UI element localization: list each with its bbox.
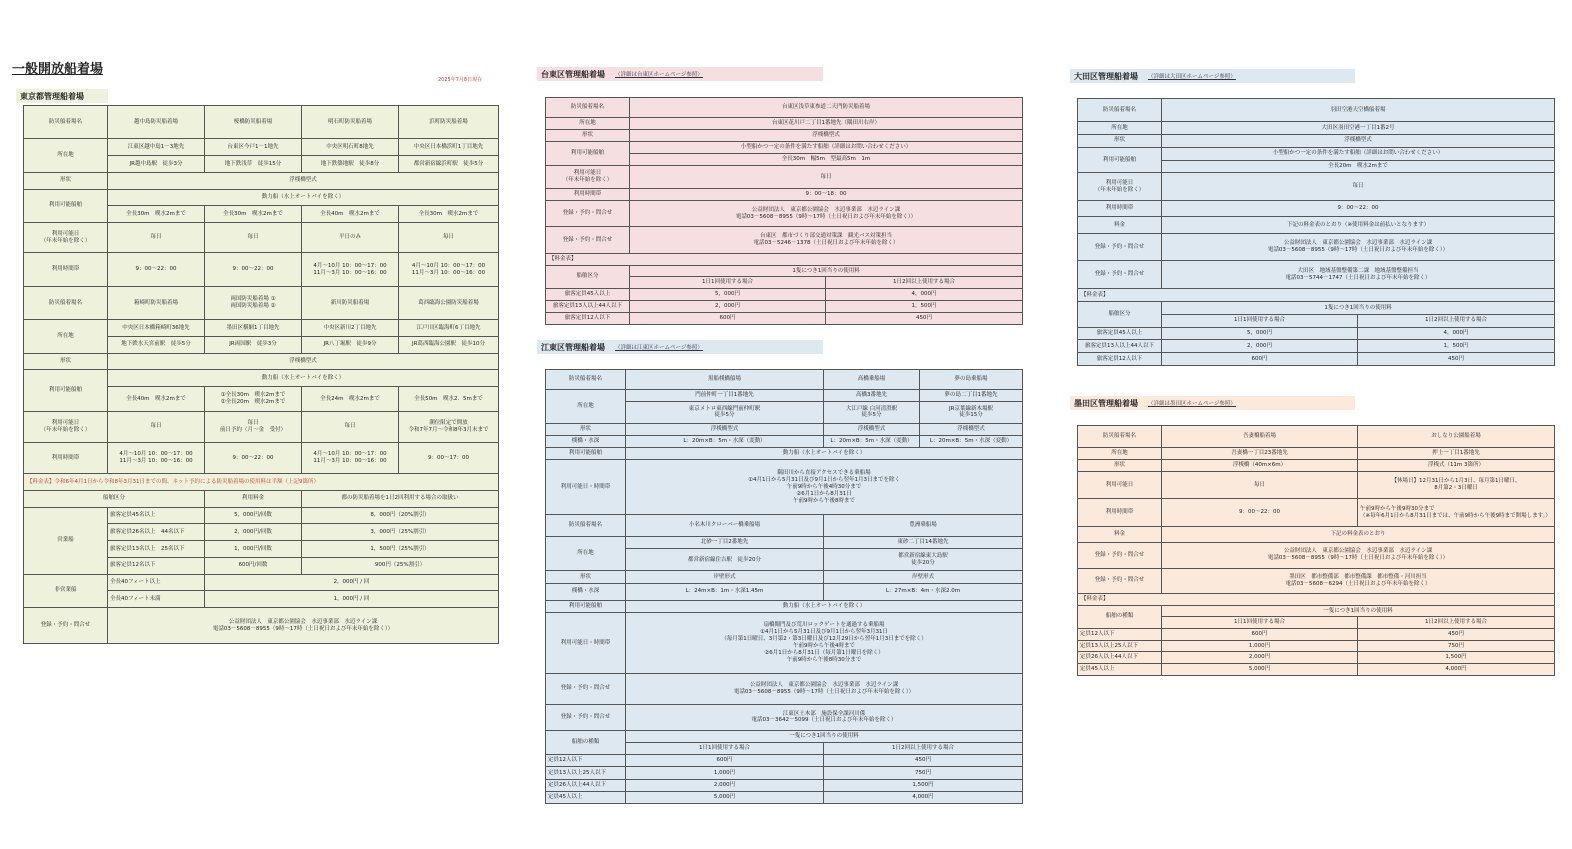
sumida-contact-org: 公益財団法人 東京都公園協会 水辺事業部 水辺ライン課 xyxy=(1283,548,1433,555)
tokyo-g2-access: JR葛西臨海公園駅 徒歩10分 xyxy=(399,336,499,353)
tokyo-fee-nonbusiness: 非営業船 xyxy=(24,574,108,607)
tokyo-g2-name: 両国防災船着場 ① 両国防災船着場 ② xyxy=(205,286,302,319)
tokyo-g2-days: 毎日 xyxy=(108,411,205,442)
koto-top-shape: 浮桟橋型式 xyxy=(626,423,824,435)
koto-fee-head: 一隻につき1回当りの使用料 xyxy=(626,731,1023,743)
ota-fee-cat: 旅客定員45人以上 xyxy=(1078,327,1162,340)
koto-fee-b: 4,000円 xyxy=(824,791,1023,803)
ota-fee-cat-label: 船舶区分 xyxy=(1078,302,1162,328)
koto-contact-label: 登録・予約・問合せ xyxy=(546,704,626,730)
koto-contact-org: 公益財団法人 東京都公園協会 水辺事業部 水辺ライン課 xyxy=(749,681,899,688)
taito-fee-head-b: 1日2回以上使用する場合 xyxy=(826,277,1023,289)
tokyo-fee-cat: 旅客定員45名以上 xyxy=(108,507,205,524)
tokyo-fee-cat: 旅客定員26名以上 44名以下 xyxy=(108,524,205,541)
taito-contact-phone: 電話03－5246－1378（土日祝日および年末年始を除く） xyxy=(753,240,899,247)
tokyo-g2-hours: 4月～10月 10：00～17：00 11月～3月 10：00～16：00 xyxy=(108,442,205,473)
tokyo-fee-disc: 900円（25%割引） xyxy=(302,557,499,574)
sumida-contact-org: 墨田区 都市整備部 都市整備課 都市整備・河川担当 xyxy=(1289,573,1427,580)
tokyo-g1-access: 都営新宿線浜町駅 徒歩5分 xyxy=(399,156,499,173)
tokyo-fee-cat: 旅客定員13名以上 25名以下 xyxy=(108,541,205,558)
taito-section-header xyxy=(537,67,823,81)
sumida-fee-a: 5,000円 xyxy=(1162,664,1358,676)
taito-vessel-size: 全長30m 幅5m 型最高5m 1m xyxy=(630,153,1023,165)
sumida-fee-b: 450円 xyxy=(1358,629,1555,641)
taito-hours-label: 利用時間帯 xyxy=(546,189,630,201)
koto-bottom-shape: 岸壁形式 xyxy=(824,571,1023,583)
ota-contact-org: 大田区 地域基盤整備第二課 地域基盤整備担当 xyxy=(1297,268,1419,275)
koto-dims-label: 桟橋・水深 xyxy=(546,583,626,601)
tokyo-g1-access: 地下鉄築地駅 徒歩8分 xyxy=(302,156,399,173)
sumida-fee-cat: 定員45人以上 xyxy=(1078,664,1162,676)
tokyo-fee-value: 2，000円/回数 xyxy=(205,524,302,541)
taito-shape: 浮桟橋型式 xyxy=(630,130,1023,142)
sumida-contact-phone: 電話03－5608－6294（土日祝日および年末年始を除く） xyxy=(1285,580,1431,587)
koto-section-title: 江東区管理船着場 xyxy=(541,342,605,352)
ota-fee-cat: 旅客定員12人以下 xyxy=(1078,353,1162,366)
tokyo-g1-hours: 4月～10月 10：00～17：00 11月～3月 10：00～16：00 xyxy=(399,253,499,286)
koto-fee-head-b: 1日2回以上使用する場合 xyxy=(824,743,1023,755)
koto-contact-phone: 電話03－3642－5099（土日祝日および年末年始を除く） xyxy=(751,717,897,724)
tokyo-g1-hours: 9：00～22：00 xyxy=(108,253,205,286)
tokyo-fee-disc: 1，500円（25%割引） xyxy=(302,541,499,558)
koto-top-time: 隅田川から直接アクセスできる乗船場 ①4月1日から5月31日及び9月1日から翌年1月3日までを除く 午前9時から午後4時30分まで ②6月1日から8月31日 午前9時から午後8時まで xyxy=(626,460,1023,515)
tokyo-g2-addr: 江戸川区臨海町6丁目地先 xyxy=(399,320,499,337)
tokyo-table xyxy=(23,105,498,644)
koto-bottom-time: 扇橋閘門及び荒川ロックゲートを通過する乗船場 ①4月1日から5月31日及び9月1日から翌年3月31日 （毎月第1日曜日、3月第2・第3日曜日及び12月29日から翌年1月3日までを除く） 午前9時から午後4時まで ②6月1日から8月31日（毎月第1日曜日を除く） 午前9時から午後8時30分まで xyxy=(626,613,1023,674)
taito-hours: 9：00～18：00 xyxy=(630,189,1023,201)
taito-contact xyxy=(630,201,1023,227)
ota-hours: 9：00～22：00 xyxy=(1162,201,1555,217)
taito-fee-b: 450円 xyxy=(826,313,1023,325)
sumida-fee-a: 600円 xyxy=(1162,629,1358,641)
tokyo-fee-cat: 全長40フィート以上 xyxy=(108,574,205,591)
koto-bottom-shape: 岸壁形式 xyxy=(626,571,824,583)
sumida-days-label: 利用可能日 xyxy=(1078,471,1162,499)
taito-table xyxy=(545,97,1022,325)
taito-contact-org: 台東区 都市づくり部交通対策課 観光バス対策担当 xyxy=(760,233,893,240)
koto-bottom-access: 都営新宿線住吉駅 徒歩20分 xyxy=(626,549,824,571)
tokyo-g1-size: 全長40m 喫水2mまで xyxy=(302,206,399,223)
tokyo-g2-size: 全長40m 喫水2mまで xyxy=(108,387,205,412)
sumida-shape-label: 形状 xyxy=(1078,460,1162,472)
koto-addr-label: 所在地 xyxy=(546,389,626,423)
sumida-fee-cat: 定員12人以下 xyxy=(1078,629,1162,641)
taito-fee-a: 2，000円 xyxy=(630,301,826,313)
taito-fee-head-a: 1日1回使用する場合 xyxy=(630,277,826,289)
koto-section-header xyxy=(537,340,823,354)
tokyo-g1-days: 平日のみ xyxy=(302,223,399,253)
taito-fee-b: 1，500円 xyxy=(826,301,1023,313)
taito-vessels-label: 利用可能船舶 xyxy=(546,141,630,165)
taito-contact-phone: 電話03－5608－8955（9時～17時（土日祝日および年末年始を除く）） xyxy=(735,213,917,220)
sumida-fee-cat: 定員26人以上44人以下 xyxy=(1078,652,1162,664)
koto-top-addr: 門前仲町一丁目1番地先 xyxy=(626,389,824,401)
sumida-fee-text: 下記の料金表のとおり xyxy=(1162,527,1555,543)
tokyo-fee-value: 1，000円 / 回 xyxy=(205,591,499,608)
sumida-fee-b: 750円 xyxy=(1358,640,1555,652)
tokyo-fee-head: 利用料金 xyxy=(205,490,302,507)
tokyo-g1-name: 明石町防災船着場 xyxy=(302,106,399,139)
sumida-days: 毎日 xyxy=(1162,471,1358,499)
tokyo-days-label: 利用可能日 （年末年始を除く） xyxy=(24,223,108,253)
tokyo-fee-note: 【料金表】令和6年4月1日から令和8年3月31日までの間、ネット予約による防災船着場の使用料は半額（上記9箇所） xyxy=(24,474,499,491)
sumida-hours: 9：00～22：00 xyxy=(1162,499,1358,527)
ota-fee-text: 下記の料金表のとおり（※使用料金は前払いとなります） xyxy=(1162,217,1555,233)
tokyo-contact-org: 公益財団法人 東京都公園協会 水辺事業部 水辺ライン課 xyxy=(228,618,378,625)
taito-fee-head: 1隻につき1回当りの使用料 xyxy=(630,265,1023,277)
ota-vessels: 小型船かつ一定の条件を満たす船舶（詳細はお問い合わせください） xyxy=(1162,147,1555,160)
ota-addr: 大田区羽田空港一丁目1番2号 xyxy=(1162,122,1555,135)
tokyo-g1-access: 地下鉄浅草 徒歩15分 xyxy=(205,156,302,173)
ota-contact xyxy=(1162,233,1555,261)
tokyo-g1-days: 毎日 xyxy=(108,223,205,253)
tokyo-g1-hours: 9：00～22：00 xyxy=(205,253,302,286)
koto-top-addr: 夢の島二丁目1番地先 xyxy=(920,389,1023,401)
tokyo-g2-size: ①全長30m 喫水2mまで ②全長20m 喫水2mまで xyxy=(205,387,302,412)
tokyo-g1-size: 全長30m 喫水2mまで xyxy=(205,206,302,223)
ota-contact-label: 登録・予約・問合せ xyxy=(1078,233,1162,261)
tokyo-addr-label: 所在地 xyxy=(24,320,108,353)
koto-fee-cat: 定員45人以上 xyxy=(546,791,626,803)
taito-days-label: 利用可能日 （年末年始を除く） xyxy=(546,165,630,189)
tokyo-g1-name: 浜町防災船着場 xyxy=(399,106,499,139)
taito-detail-link[interactable]: （詳細は台東区ホームページ参照） xyxy=(615,72,703,78)
sumida-name: 吾妻橋船着場 xyxy=(1162,426,1358,448)
tokyo-g1-hours: 4月～10月 10：00～17：00 11月～3月 10：00～16：00 xyxy=(302,253,399,286)
taito-contact-label: 登録・予約・問合せ xyxy=(546,227,630,253)
tokyo-g2-access: 地下鉄水天宮前駅 徒歩5分 xyxy=(108,336,205,353)
tokyo-g1-name: 桜橋防災船着場 xyxy=(205,106,302,139)
ota-fee-cat: 旅客定員13人以上44人以下 xyxy=(1078,340,1162,353)
koto-bottom-dims: L：24m×B：1m・水深1.45m xyxy=(626,583,824,601)
sumida-fee-cat-label: 船舶の種類 xyxy=(1078,605,1162,628)
page-title: 一般開放船着場 xyxy=(12,62,104,77)
sumida-name-label: 防災船着場名 xyxy=(1078,426,1162,448)
tokyo-g2-size: 全長24m 喫水2mまで xyxy=(302,387,399,412)
koto-top-dims: L：20m×B：5m・水深（変動） xyxy=(920,436,1023,448)
koto-fee-cat: 定員13人以上25人以下 xyxy=(546,767,626,779)
tokyo-name-label: 防災船着場名 xyxy=(24,106,108,139)
sumida-contact-phone: 電話03－5608－8955（9時～17時（土日祝日および年末年始を除く）） xyxy=(1267,555,1449,562)
sumida-shape: 浮桟橋（40m×6m） xyxy=(1162,460,1358,472)
ota-fee-b: 4，000円 xyxy=(1358,327,1555,340)
sumida-hours: 午前9時から午後9時30分まで （※毎年6月1日から8月31日までは、午前9時から午後9時まで開場します。） xyxy=(1358,499,1555,527)
tokyo-g2-days: 潮位限定で開放 令和7年7月～令和8年3月末まで xyxy=(399,411,499,442)
ota-contact-phone: 電話03－5744－1747（土日祝日および年末年始を除く） xyxy=(1285,274,1431,281)
tokyo-fee-business: 営業船 xyxy=(24,507,108,574)
tokyo-g2-addr: 墨田区横網1丁目地先 xyxy=(205,320,302,337)
taito-vessels: 小型船かつ一定の条件を満たす船舶（詳細はお問い合わせください） xyxy=(630,141,1023,153)
tokyo-hours-label: 利用時間帯 xyxy=(24,253,108,286)
tokyo-contact-label: 登録・予約・問合せ xyxy=(24,608,108,644)
tokyo-g1-addr: 中央区日本橋浜町1丁目地先 xyxy=(399,139,499,156)
sumida-contact xyxy=(1162,568,1555,594)
koto-contact-phone: 電話03－5608－8955（9時～17時（土日祝日および年末年始を除く）） xyxy=(733,688,915,695)
sumida-fee-b: 1,500円 xyxy=(1358,652,1555,664)
taito-addr-label: 所在地 xyxy=(546,118,630,130)
tokyo-vessels-label: 利用可能船舶 xyxy=(24,370,108,411)
taito-addr: 台東区花川戸二丁目1番地先（隅田川右岸） xyxy=(630,118,1023,130)
sumida-contact-label: 登録・予約・問合せ xyxy=(1078,568,1162,594)
tokyo-g2-hours: 9：00～22：00 xyxy=(205,442,302,473)
sumida-hours-label: 利用時間帯 xyxy=(1078,499,1162,527)
koto-time-label: 利用可能日・時間帯 xyxy=(546,460,626,515)
taito-section-title: 台東区管理船着場 xyxy=(541,69,605,79)
ota-contact-label: 登録・予約・問合せ xyxy=(1078,261,1162,289)
taito-fee-cat-label: 船舶区分 xyxy=(546,265,630,289)
tokyo-fee-disc: 3，000円（25%割引） xyxy=(302,524,499,541)
sumida-contact xyxy=(1162,542,1555,568)
ota-days-label: 利用可能日 （年末年始を除く） xyxy=(1078,173,1162,201)
koto-fee-a: 2,000円 xyxy=(626,779,824,791)
ota-table xyxy=(1077,98,1554,366)
sumida-contact-label: 登録・予約・問合せ xyxy=(1078,542,1162,568)
tokyo-fee-head: 都の防災船着場を1日2回利用する場合の取扱い xyxy=(302,490,499,507)
sumida-name: おしなり公園船着場 xyxy=(1358,426,1555,448)
tokyo-g2-size: 全長50m 喫水2．5mまで xyxy=(399,387,499,412)
sumida-addr: 押上一丁目1番地先 xyxy=(1358,448,1555,460)
tokyo-g1-vessels: 動力船（水上オートバイを除く） xyxy=(108,189,499,206)
koto-top-access: 東京メトロ東西線門前仲町駅 徒歩5分 xyxy=(626,401,824,423)
tokyo-section-header xyxy=(16,89,108,103)
tokyo-g2-hours: 9：00～17：00 xyxy=(399,442,499,473)
ota-detail-link[interactable]: （詳細は大田区ホームページ参照） xyxy=(1148,74,1236,80)
sumida-days: 【休場日】12月31日から1月3日、毎月第1日曜日、 8月第2・3日曜日 xyxy=(1358,471,1555,499)
koto-table xyxy=(545,369,1022,804)
koto-vessels-label: 利用可能船舶 xyxy=(546,601,626,613)
koto-detail-link[interactable]: （詳細は江東区ホームページ参照） xyxy=(615,345,703,351)
ota-fee-a: 600円 xyxy=(1162,353,1358,366)
tokyo-g1-addr: 台東区今戸1－1地先 xyxy=(205,139,302,156)
koto-fee-head-a: 1日1回使用する場合 xyxy=(626,743,824,755)
tokyo-g1-addr: 江東区越中島1－3地先 xyxy=(108,139,205,156)
ota-section-title: 大田区管理船着場 xyxy=(1074,71,1138,81)
koto-top-shape: 浮桟橋型式 xyxy=(824,423,920,435)
koto-addr-label: 所在地 xyxy=(546,537,626,571)
tokyo-fee-value: 600円/回数 xyxy=(205,557,302,574)
sumida-fee-head: 一隻につき1回当りの使用料 xyxy=(1162,605,1555,617)
sumida-addr: 吾妻橋一丁目23番地先 xyxy=(1162,448,1358,460)
koto-vessels-label: 利用可能船舶 xyxy=(546,448,626,460)
sumida-fee-title: 【料金表】 xyxy=(1078,594,1555,606)
tokyo-fee-cat: 旅客定員12名以下 xyxy=(108,557,205,574)
koto-top-name: 黒船桟橋船場 xyxy=(626,370,824,390)
tokyo-shape-label: 形状 xyxy=(24,353,108,370)
koto-top-addr: 高橋3番地先 xyxy=(824,389,920,401)
tokyo-fee-value: 2，000円 / 回 xyxy=(205,574,499,591)
taito-fee-a: 600円 xyxy=(630,313,826,325)
koto-contact-org: 江東区土木部 施設保全課河川係 xyxy=(782,710,866,717)
tokyo-contact xyxy=(108,608,499,644)
sumida-fee-head-a: 1日1回使用する場合 xyxy=(1162,617,1358,629)
koto-top-name: 高橋乗船場 xyxy=(824,370,920,390)
tokyo-g1-days: 毎日 xyxy=(399,223,499,253)
koto-bottom-name: 豊洲乗船場 xyxy=(824,515,1023,537)
ota-name-label: 防災船着場名 xyxy=(1078,99,1162,122)
koto-fee-cat-label: 船舶の種類 xyxy=(546,731,626,755)
sumida-shape: 浮桟式（11m 3箇所） xyxy=(1358,460,1555,472)
tokyo-g2-name: 新川防災船着場 xyxy=(302,286,399,319)
taito-contact xyxy=(630,227,1023,253)
tokyo-addr-label: 所在地 xyxy=(24,139,108,172)
tokyo-fee-head: 船舶区分 xyxy=(24,490,205,507)
koto-fee-b: 750円 xyxy=(824,767,1023,779)
ota-fee-a: 2，000円 xyxy=(1162,340,1358,353)
sumida-fee-label: 料金 xyxy=(1078,527,1162,543)
ota-fee-b: 450円 xyxy=(1358,353,1555,366)
tokyo-g2-days: 毎日 前日予約（月～金 受付） xyxy=(205,411,302,442)
tokyo-g1-name: 越中島防災船着場 xyxy=(108,106,205,139)
tokyo-g2-access: JR八丁堀駅 徒歩9分 xyxy=(302,336,399,353)
koto-fee-a: 600円 xyxy=(626,755,824,767)
tokyo-g1-access: JR越中島駅 徒歩3分 xyxy=(108,156,205,173)
koto-fee-b: 1,500円 xyxy=(824,779,1023,791)
koto-bottom-access: 都営新宿線東大島駅 徒歩20分 xyxy=(824,549,1023,571)
koto-bottom-dims: L：27m×B：4m・水深2.0m xyxy=(824,583,1023,601)
taito-fee-b: 4，000円 xyxy=(826,289,1023,301)
koto-shape-label: 形状 xyxy=(546,423,626,435)
ota-fee-title: 【料金表】 xyxy=(1078,289,1555,302)
tokyo-days-label: 利用可能日 （年末年始を除く） xyxy=(24,411,108,442)
sumida-section-title: 墨田区管理船着場 xyxy=(1074,398,1138,408)
koto-contact xyxy=(626,673,1023,704)
ota-contact-org: 公益財団法人 東京都公園協会 水辺事業部 水辺ライン課 xyxy=(1283,240,1433,247)
ota-hours-label: 利用時間帯 xyxy=(1078,201,1162,217)
koto-contact-label: 登録・予約・問合せ xyxy=(546,673,626,704)
tokyo-g1-size: 全長30m 喫水2mまで xyxy=(399,206,499,223)
taito-shape-label: 形状 xyxy=(546,130,630,142)
taito-name-label: 防災船着場名 xyxy=(546,98,630,118)
ota-days: 毎日 xyxy=(1162,173,1555,201)
taito-fee-cat: 旅客定員12人以下 xyxy=(546,313,630,325)
tokyo-g2-days: 毎日 xyxy=(302,411,399,442)
ota-fee-head-b: 1日2回以上使用する場合 xyxy=(1358,314,1555,327)
ota-shape: 浮桟橋型式 xyxy=(1162,134,1555,147)
sumida-fee-b: 4,000円 xyxy=(1358,664,1555,676)
tokyo-g2-name: 葛西臨海公園防災船着場 xyxy=(399,286,499,319)
page-date: 2025年7月8日現在 xyxy=(438,77,483,83)
tokyo-hours-label: 利用時間帯 xyxy=(24,442,108,473)
koto-fee-cat: 定員26人以上44人以下 xyxy=(546,779,626,791)
koto-name-label: 防災船着場名 xyxy=(546,515,626,537)
sumida-table xyxy=(1077,425,1554,676)
tokyo-contact-phone: 電話03－5608－8955（9時～17時（土日祝日および年末年始を除く）） xyxy=(212,625,394,632)
koto-dims-label: 桟橋・水深 xyxy=(546,436,626,448)
tokyo-fee-value: 1，000円/回数 xyxy=(205,541,302,558)
koto-shape-label: 形状 xyxy=(546,571,626,583)
koto-top-access: 大江戸線 白河清澄駅 徒歩5分 xyxy=(824,401,920,423)
taito-fee-title: 【料金表】 xyxy=(546,253,1023,265)
koto-bottom-vessels: 動力船（水上オートバイを除く） xyxy=(626,601,1023,613)
taito-days: 毎日 xyxy=(630,165,1023,189)
tokyo-g2-hours: 4月～10月 10：00～17：00 11月～3月 10：00～16：00 xyxy=(302,442,399,473)
taito-fee-a: 5，000円 xyxy=(630,289,826,301)
koto-top-name: 夢の島乗船場 xyxy=(920,370,1023,390)
ota-addr-label: 所在地 xyxy=(1078,122,1162,135)
ota-fee-head: 1隻につき1回当りの使用料 xyxy=(1162,302,1555,315)
tokyo-g1-addr: 中央区明石町8地先 xyxy=(302,139,399,156)
tokyo-fee-disc: 8，000円（20%割引） xyxy=(302,507,499,524)
koto-bottom-addr: 東砂二丁目14番地先 xyxy=(824,537,1023,549)
koto-fee-b: 450円 xyxy=(824,755,1023,767)
ota-fee-a: 5，000円 xyxy=(1162,327,1358,340)
koto-top-access: JR京葉線新木場駅 徒歩15分 xyxy=(920,401,1023,423)
koto-fee-cat: 定員12人以下 xyxy=(546,755,626,767)
ota-name: 羽田空港天空橋船着場 xyxy=(1162,99,1555,122)
taito-name: 台東区浅草東参道二天門防災船着場 xyxy=(630,98,1023,118)
sumida-fee-a: 1,000円 xyxy=(1162,640,1358,652)
ota-vessels-label: 利用可能船舶 xyxy=(1078,147,1162,173)
tokyo-shape-label: 形状 xyxy=(24,172,108,189)
taito-fee-cat: 旅客定員13人以上44人以下 xyxy=(546,301,630,313)
tokyo-g2-addr: 中央区日本橋箱崎町36地先 xyxy=(108,320,205,337)
tokyo-g1-shape: 浮桟橋型式 xyxy=(108,172,499,189)
ota-fee-label: 料金 xyxy=(1078,217,1162,233)
tokyo-g2-access: JR両国駅 徒歩3分 xyxy=(205,336,302,353)
ota-section-header xyxy=(1070,69,1355,83)
sumida-fee-a: 2,000円 xyxy=(1162,652,1358,664)
ota-contact xyxy=(1162,261,1555,289)
tokyo-g1-days: 毎日 xyxy=(205,223,302,253)
koto-fee-a: 5,000円 xyxy=(626,791,824,803)
koto-top-dims: L：20m×B：5m・水深（変動） xyxy=(626,436,824,448)
koto-top-shape: 浮桟橋型式 xyxy=(920,423,1023,435)
sumida-section-header xyxy=(1070,396,1355,410)
ota-fee-head-a: 1日1回使用する場合 xyxy=(1162,314,1358,327)
ota-fee-b: 1，500円 xyxy=(1358,340,1555,353)
koto-bottom-name: 小名木川クローバー橋乗船場 xyxy=(626,515,824,537)
tokyo-g2-vessels: 動力船（水上オートバイを除く） xyxy=(108,370,499,387)
taito-contact-org: 公益財団法人 東京都公園協会 水辺事業部 水辺ライン課 xyxy=(751,207,901,214)
koto-name-label: 防災船着場名 xyxy=(546,370,626,390)
sumida-detail-link[interactable]: （詳細は墨田区ホームページ参照） xyxy=(1148,401,1236,407)
ota-contact-phone: 電話03－5608－8955（9時～17時（土日祝日および年末年始を除く）） xyxy=(1267,247,1449,254)
koto-top-vessels: 動力船（水上オートバイを除く） xyxy=(626,448,1023,460)
tokyo-g2-name: 箱崎町防災船着場 xyxy=(108,286,205,319)
tokyo-g2-addr: 中央区新川2丁目地先 xyxy=(302,320,399,337)
koto-bottom-addr: 北砂一丁目2番地先 xyxy=(626,537,824,549)
taito-contact-label: 登録・予約・問合せ xyxy=(546,201,630,227)
tokyo-g2-shape: 浮桟橋型式 xyxy=(108,353,499,370)
koto-contact xyxy=(626,704,1023,730)
tokyo-section-title: 東京都管理船着場 xyxy=(20,91,84,101)
koto-fee-a: 1,000円 xyxy=(626,767,824,779)
koto-top-dims: L：20m×B：5m・水深（変動） xyxy=(824,436,920,448)
sumida-fee-head-b: 1日2回以上使用する場合 xyxy=(1358,617,1555,629)
tokyo-fee-value: 5，000円/回数 xyxy=(205,507,302,524)
ota-vessel-size: 全長20m 喫水2mまで xyxy=(1162,160,1555,173)
tokyo-name-label: 防災船着場名 xyxy=(24,286,108,319)
tokyo-fee-cat: 全長40フィート未満 xyxy=(108,591,205,608)
sumida-addr-label: 所在地 xyxy=(1078,448,1162,460)
koto-time-label: 利用可能日・時間帯 xyxy=(546,613,626,674)
sumida-fee-cat: 定員13人以上25人以下 xyxy=(1078,640,1162,652)
ota-shape-label: 形状 xyxy=(1078,134,1162,147)
tokyo-g1-size: 全長30m 喫水2mまで xyxy=(108,206,205,223)
tokyo-vessels-label: 利用可能船舶 xyxy=(24,189,108,222)
taito-fee-cat: 旅客定員45人以上 xyxy=(546,289,630,301)
